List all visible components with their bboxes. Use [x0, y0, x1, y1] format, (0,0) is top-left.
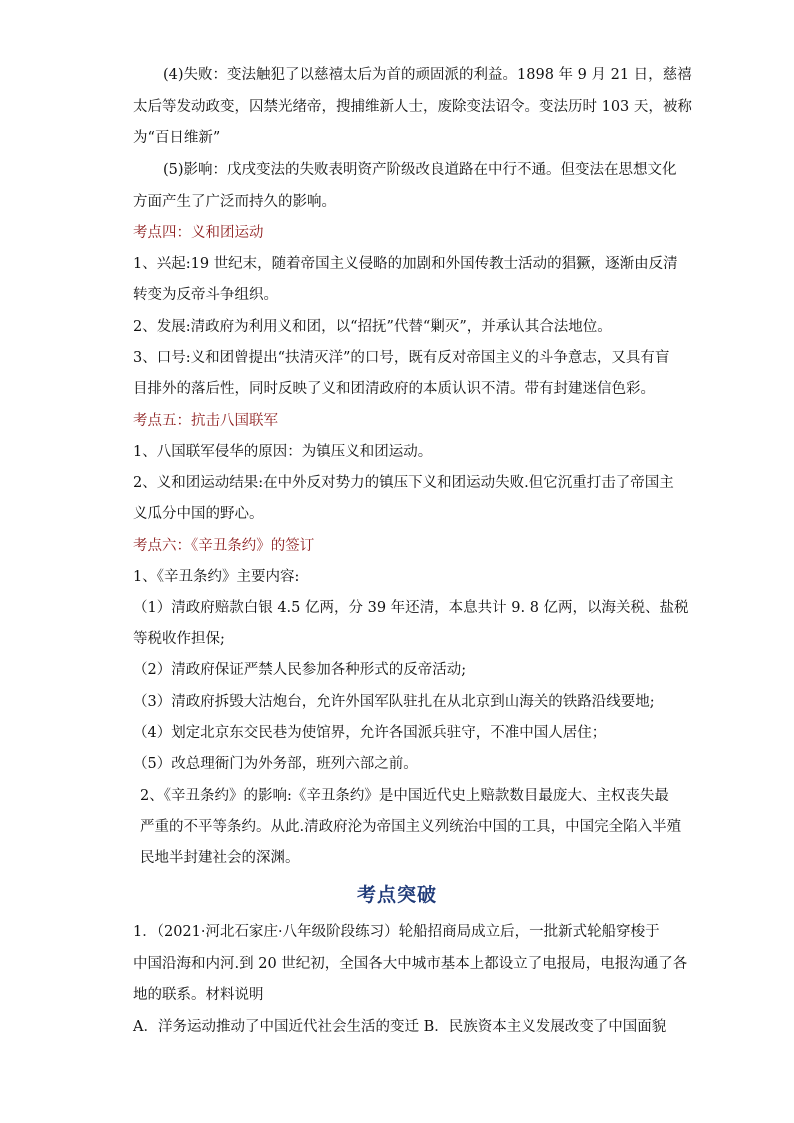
text-line: 为“百日维新” — [133, 130, 221, 146]
text-line: 太后等发动政变，囚禁光绪帝，搜捕维新人士，废除变法诏令。变法历时 103 天，被称 — [133, 99, 692, 115]
text-line: 民地半封建社会的深渊。 — [140, 850, 300, 866]
text-line: 等税收作担保; — [133, 631, 225, 647]
text-line: 义瓜分中国的野心。 — [133, 506, 264, 522]
text-line: (5)影响：戊戌变法的失败表明资产阶级改良道路在中行不通。但变法在思想文化 — [163, 162, 677, 178]
question-text: 地的联系。材料说明 — [133, 987, 264, 1003]
text-line: 2、发展:清政府为利用义和团，以“招抚”代替“剿灭”，并承认其合法地位。 — [133, 319, 612, 335]
section-heading: 考点五：抗击八国联军 — [133, 413, 278, 429]
text-line: 目排外的落后性，同时反映了义和团清政府的本质认识不清。带有封建迷信色彩。 — [133, 381, 655, 397]
text-line: 1、《辛丑条约》主要内容: — [133, 569, 300, 585]
text-line: （5）改总理衙门为外务部，班列六部之前。 — [133, 756, 418, 772]
text-line: （1）清政府赔款白银 4.5 亿两，分 39 年还清，本息共计 9. 8 亿两，以海关税、盐税 — [133, 600, 689, 616]
text-line: 2、义和团运动结果:在中外反对势力的镇压下义和团运动失败.但它沉重打击了帝国主 — [133, 475, 674, 491]
question-text: 中国沿海和内河.到 20 世纪初，全国各大中城市基本上都设立了电报局，电报沟通了各 — [133, 956, 688, 972]
text-line: （2）清政府保证严禁人民参加各种形式的反帝活动; — [133, 662, 467, 678]
text-line: (4)失败：变法触犯了以慈禧太后为首的顽固派的利益。1898 年 9 月 21 日，慈禧 — [163, 67, 692, 83]
text-line: 严重的不平等条约。从此.清政府沦为帝国主义列统治中国的工具，中国完全陷入半殖 — [140, 819, 682, 835]
text-line: （3）清政府拆毁大沽炮台，允许外国军队驻扎在从北京到山海关的铁路沿线要地; — [133, 694, 655, 710]
text-line: 方面产生了广泛而持久的影响。 — [133, 194, 336, 210]
text-line: 2、《辛丑条约》的影响:《辛丑条约》是中国近代史上赔款数目最庞大、主权丧失最 — [140, 788, 669, 804]
text-line: （4）划定北京东交民巷为使馆界，允许各国派兵驻守，不准中国人居住； — [133, 725, 607, 741]
question-text: 1．（2021·河北石家庄·八年级阶段练习）轮船招商局成立后，一批新式轮船穿梭于 — [133, 924, 660, 940]
text-line: 3、口号:义和团曾提出“扶清灭洋”的口号，既有反对帝国主义的斗争意志，又具有盲 — [133, 350, 670, 366]
section-heading: 考点四：义和团运动 — [133, 225, 264, 241]
text-line: 1、兴起:19 世纪末，随着帝国主义侵略的加剧和外国传教士活动的猖獗，逐渐由反清 — [133, 256, 678, 272]
text-line: 转变为反帝斗争组织。 — [133, 287, 278, 303]
section-title: 考点突破 — [356, 884, 437, 906]
text-line: 1、八国联军侵华的原因：为镇压义和团运动。 — [133, 444, 433, 460]
answer-options: A．洋务运动推动了中国近代社会生活的变迁 B．民族资本主义发展改变了中国面貌 — [133, 1019, 667, 1035]
section-heading: 考点六：《辛丑条约》的签订 — [133, 538, 315, 554]
